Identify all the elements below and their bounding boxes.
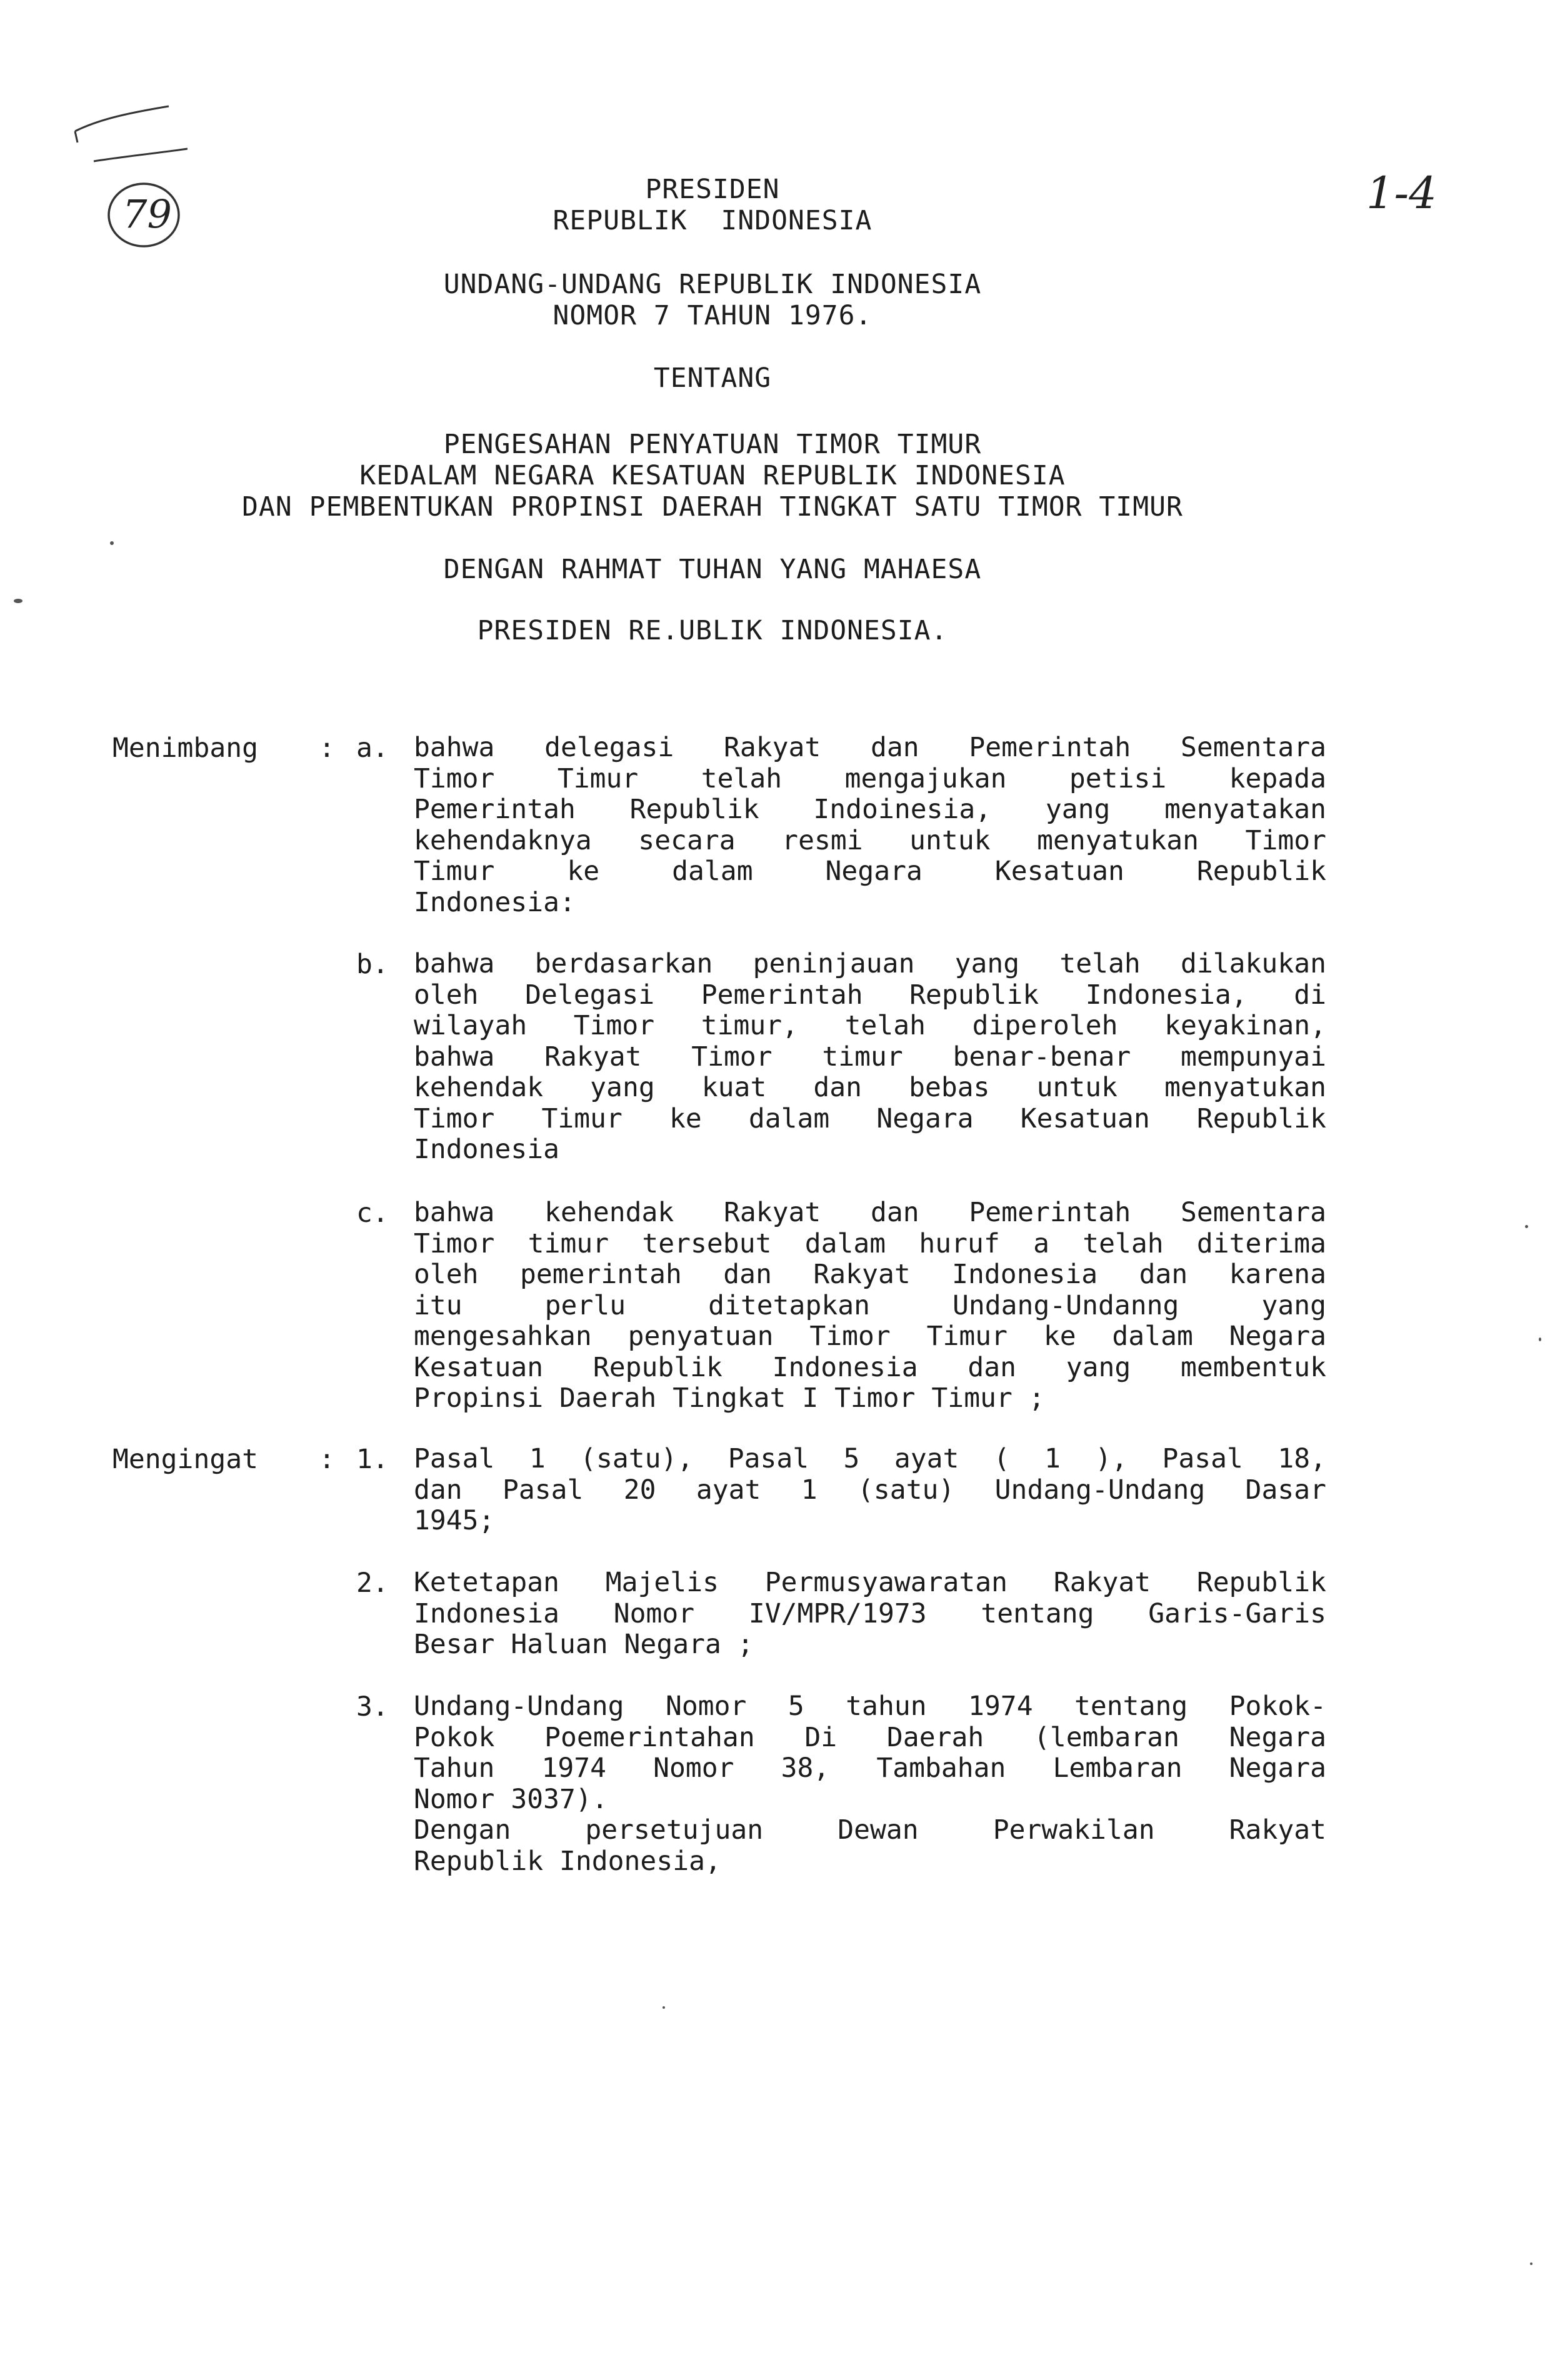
menimbang-item-c-text (414, 1198, 1326, 1414)
scan-speck (110, 541, 114, 545)
handwritten-scribble-icon (62, 88, 206, 175)
scan-speck (1525, 1225, 1528, 1228)
mengingat-item-2-marker: 2. (356, 1568, 389, 1599)
text-line: Undang-Undang Nomor 5 tahun 1974 tentang Pokok- (414, 1691, 1326, 1722)
text-line: Pemerintah Republik Indoinesia, yang menyatakan (414, 794, 1326, 825)
text-line: kehendaknya secara resmi untuk menyatukan Timor (414, 825, 1326, 856)
text-line: Tahun 1974 Nomor 38, Tambahan Lembaran Negara (414, 1753, 1326, 1784)
mengingat-label: Mengingat (112, 1444, 258, 1475)
text-line: Timor Timur telah mengajukan petisi kepada (414, 763, 1326, 794)
mengingat-item-2-text (414, 1568, 1326, 1661)
header-line-5: TENTANG (653, 362, 772, 394)
scan-speck (1539, 1338, 1541, 1341)
text-line: Timur ke dalam Negara Kesatuan Republik (414, 856, 1326, 887)
closing-line: Dengan persetujuan Dewan Perwakilan Rakyat (414, 1815, 1326, 1846)
menimbang-label: Menimbang (112, 732, 258, 764)
text-line: Indonesia: (414, 887, 576, 918)
text-line: Timor timur tersebut dalam huruf a telah diterima (414, 1228, 1326, 1259)
text-line: Propinsi Daerah Tingkat I Timor Timur ; (414, 1383, 1045, 1414)
mengingat-item-1-marker: 1. (356, 1444, 389, 1475)
text-line: bahwa kehendak Rakyat dan Pemerintah Sementara (414, 1198, 1326, 1228)
text-line: dan Pasal 20 ayat 1 (satu) Undang-Undang Dasar (414, 1474, 1326, 1506)
header-line-4: NOMOR 7 TAHUN 1976. (552, 300, 872, 331)
header-line-2: REPUBLIK INDONESIA (552, 205, 872, 236)
header-line-6: PENGESAHAN PENYATUAN TIMOR TIMUR (443, 429, 982, 460)
mengingat-item-3-marker: 3. (356, 1691, 389, 1722)
scan-speck (662, 2006, 665, 2009)
text-line: oleh pemerintah dan Rakyat Indonesia dan karena (414, 1259, 1326, 1290)
handwritten-circled-number: 79 (122, 191, 172, 237)
text-line: Besar Haluan Negara ; (414, 1629, 754, 1660)
text-line: Kesatuan Republik Indonesia dan yang membentuk (414, 1352, 1326, 1383)
text-line: kehendak yang kuat dan bebas untuk menyatukan (414, 1072, 1326, 1103)
text-line: mengesahkan penyatuan Timor Timur ke dalam Negara (414, 1321, 1326, 1352)
menimbang-item-c-marker: c. (356, 1198, 389, 1229)
text-line: Timor Timur ke dalam Negara Kesatuan Republik (414, 1103, 1326, 1134)
header-line-3: UNDANG-UNDANG REPUBLIK INDONESIA (443, 269, 982, 300)
mengingat-colon: : (319, 1444, 335, 1475)
text-line: oleh Delegasi Pemerintah Republik Indonesia, di (414, 979, 1326, 1011)
scan-speck (14, 599, 22, 603)
text-line: Ketetapan Majelis Permusyawaratan Rakyat Republik (414, 1568, 1326, 1598)
header-line-9: DENGAN RAHMAT TUHAN YANG MAHAESA (443, 554, 982, 585)
handwritten-page-reference: 1-4 (1366, 168, 1437, 219)
text-line: itu perlu ditetapkan Undang-Undanng yang (414, 1290, 1326, 1321)
text-line: Pasal 1 (satu), Pasal 5 ayat ( 1 ), Pasal 18, (414, 1444, 1326, 1474)
header-line-1: PRESIDEN (645, 174, 780, 205)
menimbang-item-b-text (414, 949, 1326, 1166)
menimbang-item-a-text (414, 732, 1326, 918)
text-line: Indonesia (414, 1134, 559, 1165)
text-line: Pokok Poemerintahan Di Daerah (lembaran Negara (414, 1722, 1326, 1753)
text-line: wilayah Timor timur, telah diperoleh keyakinan, (414, 1011, 1326, 1041)
header-line-7: KEDALAM NEGARA KESATUAN REPUBLIK INDONESIA (359, 460, 1066, 491)
mengingat-item-3-text (414, 1691, 1326, 1877)
menimbang-item-b-marker: b. (356, 949, 389, 980)
text-line: Nomor 3037). (414, 1784, 608, 1815)
header-line-10: PRESIDEN RE.UBLIK INDONESIA. (477, 615, 948, 646)
menimbang-item-a-marker: a. (356, 732, 389, 764)
text-line: bahwa Rakyat Timor timur benar-benar mempunyai (414, 1041, 1326, 1072)
text-line: bahwa delegasi Rakyat dan Pemerintah Sementara (414, 732, 1326, 763)
text-line: 1945; (414, 1506, 495, 1536)
text-line: bahwa berdasarkan peninjauan yang telah dilakukan (414, 949, 1326, 979)
mengingat-item-1-text (414, 1444, 1326, 1537)
menimbang-colon: : (319, 732, 335, 764)
header-line-8: DAN PEMBENTUKAN PROPINSI DAERAH TINGKAT SATU TIMOR TIMUR (242, 491, 1183, 522)
closing-line: Republik Indonesia, (414, 1846, 721, 1877)
text-line: Indonesia Nomor IV/MPR/1973 tentang Garis-Garis (414, 1598, 1326, 1629)
scan-speck (1530, 2262, 1532, 2265)
